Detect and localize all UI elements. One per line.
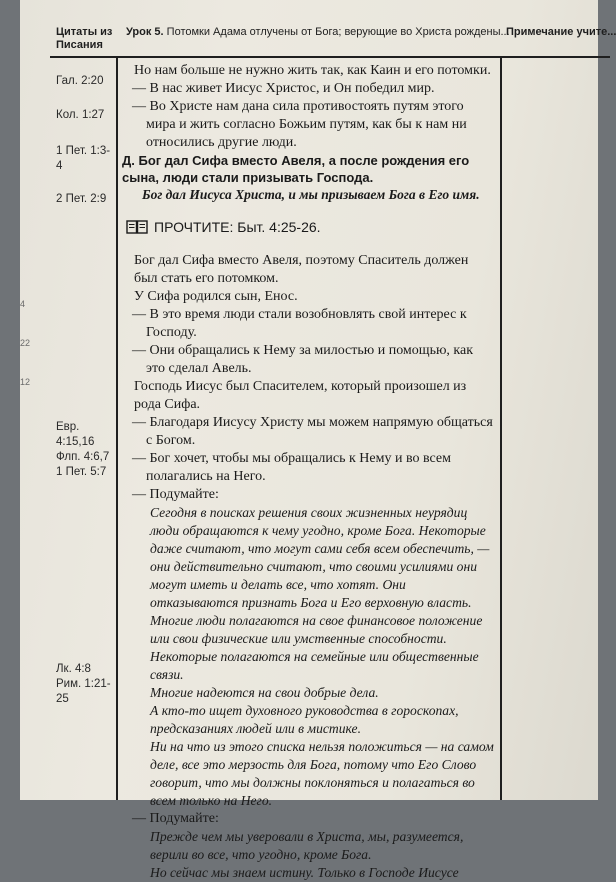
header-scripture-column: Цитаты из Писания: [56, 26, 113, 51]
italic-note: Но сейчас мы знаем истину. Только в Господе Иисусе: [150, 865, 459, 880]
bullet-item: — Бог хочет, чтобы мы обращались к Нему и во всем полагались на Него.: [132, 451, 451, 484]
lesson-number: Урок 5.: [126, 26, 164, 38]
paragraph: У Сифа родился сын, Енос.: [134, 289, 298, 304]
open-book-icon: [126, 219, 148, 235]
scripture-ref: Кол. 1:27: [56, 109, 105, 121]
italic-note: Некоторые полагаются на семейные или общественные связи.: [150, 649, 479, 682]
read-instruction: [126, 218, 494, 236]
italic-note: Ни на что из этого списка нельзя положиться — на самом деле, все это мерзость для Бога, потому что Его Слово говорит, что мы должны поклоняться и полагаться во всем только на Него.: [150, 739, 494, 808]
paragraph: Но нам больше не нужно жить так, как Каин и его потомки.: [134, 63, 491, 78]
italic-note: А кто-то ищет духовного руководства в гороскопах, предсказаниях людей или в мистике.: [150, 703, 459, 736]
section-subheading: Бог дал Иисуса Христа, и мы призываем Бога в Его имя.: [142, 187, 480, 202]
edge-mark: 22: [20, 338, 31, 348]
italic-note: Многие надеются на свои добрые дела.: [150, 685, 379, 700]
bullet-item: — Благодаря Иисусу Христу мы можем напрямую общаться с Богом.: [132, 415, 493, 448]
book-page: [20, 0, 616, 880]
header-divider: [50, 56, 610, 58]
adjacent-page-edge: [20, 300, 32, 417]
edge-mark: 4: [20, 299, 26, 309]
scripture-ref: Евр. 4:15,16: [56, 421, 95, 448]
paragraph: Бог дал Сифа вместо Авеля, поэтому Спаситель должен был стать его потомком.: [134, 253, 469, 286]
scripture-ref: 1 Пет. 1:3-4: [56, 145, 111, 172]
column-divider-right: [500, 56, 502, 800]
lesson-body: [122, 62, 494, 882]
scripture-ref: 1 Пет. 5:7: [56, 466, 107, 478]
column-divider-left: [116, 56, 118, 800]
bullet-item: — Во Христе нам дана сила противостоять путям этого мира и жить согласно Божьим путям, как бы к нам ни относились другие люди.: [132, 99, 467, 150]
bullet-item: — В это время люди стали возобновлять свой интерес к Господу.: [132, 307, 467, 340]
header-teacher-notes: Примечание учите...: [506, 26, 616, 38]
edge-mark: 12: [20, 377, 31, 387]
header-lesson-title: [126, 26, 508, 39]
scripture-ref: Рим. 1:21-25: [56, 678, 111, 705]
scripture-ref: 2 Пет. 2:9: [56, 193, 107, 205]
italic-note: Сегодня в поисках решения своих жизненных неурядиц люди обращаются к чему угодно, кроме Бога. Некоторые даже считают, что могут сами себя всем обеспечить, — они действительно считают, что своими усилиями они могут иметь и делать все, что хотят. Они отказываются признать Бога и Его верховную власть.: [150, 505, 490, 610]
lesson-title: Потомки Адама отлучены от Бога; верующие во Христа рождены...: [166, 26, 510, 38]
scripture-ref: Флп. 4:6,7: [56, 451, 110, 463]
italic-note: Прежде чем мы уверовали в Христа, мы, разумеется, верили во все, что угодно, кроме Бога.: [150, 829, 464, 862]
scripture-ref: Гал. 2:20: [56, 75, 104, 87]
bullet-item: — В нас живет Иисус Христос, и Он победил мир.: [132, 81, 435, 96]
bullet-item: — Они обращались к Нему за милостью и помощью, как это сделал Авель.: [132, 343, 474, 376]
bullet-item: — Подумайте:: [132, 487, 219, 502]
italic-note: Многие люди полагаются на свое финансовое положение или свои физические или умственные способности.: [150, 613, 483, 646]
section-heading: Д. Бог дал Сифа вместо Авеля, а после рождения его сына, люди стали призывать Господа.: [122, 153, 470, 185]
bullet-item: — Подумайте:: [132, 811, 219, 826]
scripture-ref: Лк. 4:8: [56, 663, 91, 675]
read-label: ПРОЧТИТЕ: Быт. 4:25-26.: [154, 219, 321, 235]
paragraph: Господь Иисус был Спасителем, который произошел из рода Сифа.: [134, 379, 467, 412]
